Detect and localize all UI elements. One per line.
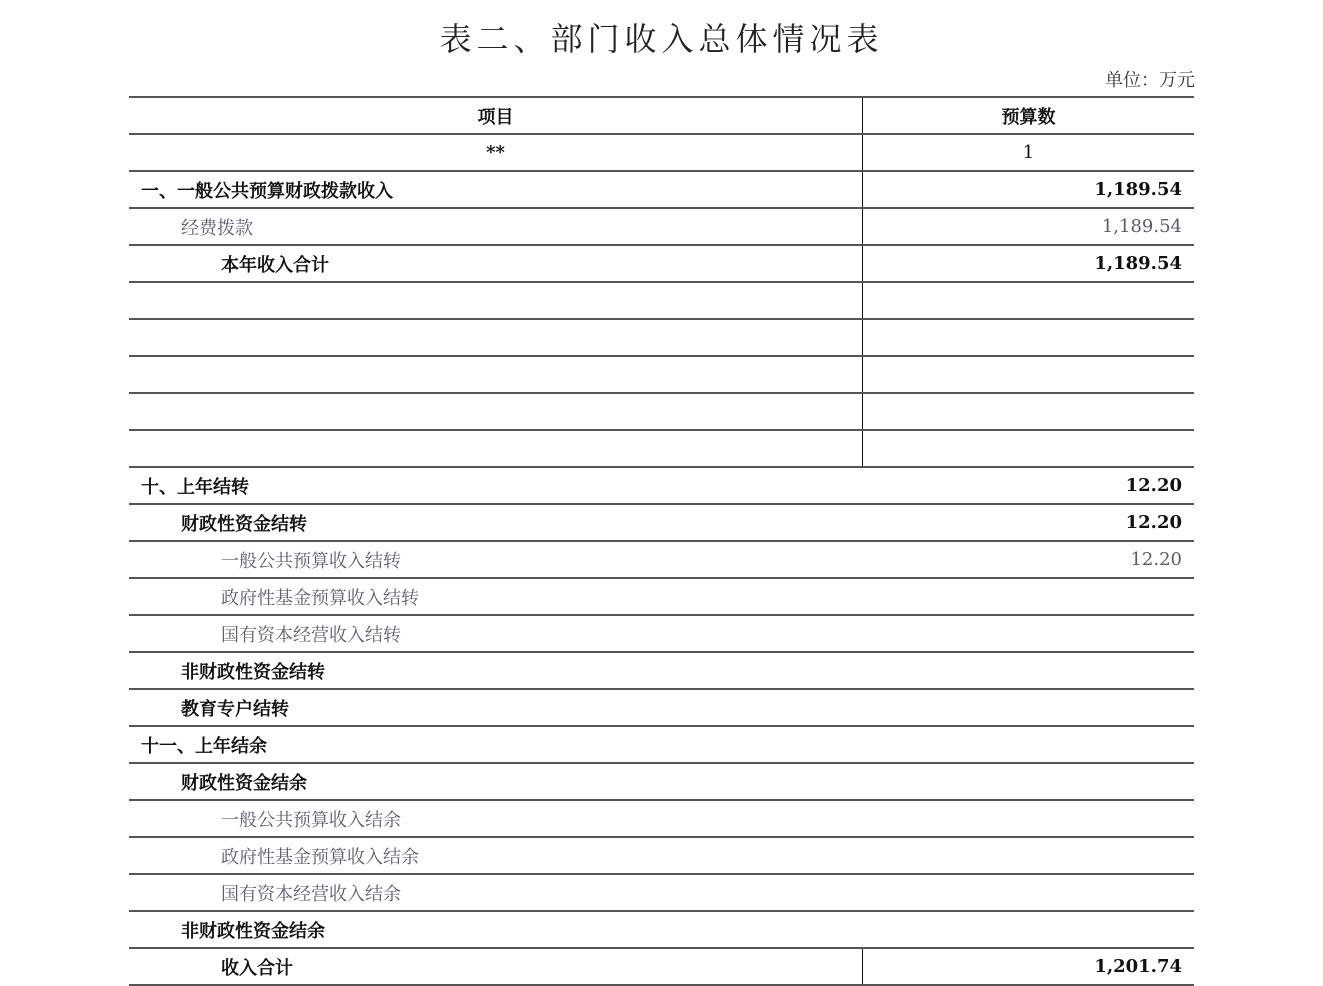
row-label bbox=[129, 431, 863, 466]
index-item: ** bbox=[129, 135, 863, 170]
row-value bbox=[863, 394, 1194, 429]
row-value: 12.20 bbox=[1125, 475, 1182, 496]
table-row bbox=[129, 947, 1194, 986]
row-label: 本年收入合计 bbox=[129, 246, 863, 281]
row-value bbox=[863, 320, 1194, 355]
table-row bbox=[129, 281, 1194, 318]
table-row bbox=[129, 540, 1194, 577]
table-row bbox=[129, 577, 1194, 614]
row-value: 1,189.54 bbox=[1094, 179, 1182, 200]
row-value bbox=[863, 838, 1194, 873]
row-value: 1,189.54 bbox=[1101, 216, 1182, 237]
header-item: 项目 bbox=[129, 98, 863, 133]
row-value: 1,201.74 bbox=[1094, 956, 1182, 977]
row-value bbox=[863, 357, 1194, 392]
row-value bbox=[863, 690, 1194, 725]
table-row bbox=[129, 244, 1194, 281]
page-title: 表二、部门收入总体情况表 bbox=[439, 20, 884, 58]
table-row bbox=[129, 836, 1194, 873]
row-value bbox=[863, 653, 1194, 688]
table-row bbox=[129, 392, 1194, 429]
row-label: 非财政性资金结转 bbox=[181, 661, 325, 683]
row-label: 经费拨款 bbox=[129, 209, 863, 244]
row-value bbox=[863, 727, 1194, 762]
row-label: 财政性资金结转 bbox=[181, 513, 307, 535]
table-row bbox=[129, 318, 1194, 355]
row-label: 十一、上年结余 bbox=[141, 735, 267, 757]
table-row bbox=[129, 651, 1194, 688]
table-row bbox=[129, 910, 1194, 947]
table-row bbox=[129, 503, 1194, 540]
table-row bbox=[129, 429, 1194, 466]
row-value bbox=[863, 912, 1194, 947]
row-value bbox=[863, 431, 1194, 466]
row-label bbox=[129, 283, 863, 318]
row-label bbox=[129, 394, 863, 429]
table-row bbox=[129, 762, 1194, 799]
row-label: 收入合计 bbox=[129, 949, 863, 984]
income-table bbox=[129, 96, 1194, 986]
row-label: 国有资本经营收入结转 bbox=[221, 624, 401, 646]
row-value: 1,189.54 bbox=[1094, 253, 1182, 274]
unit-label: 单位：万元 bbox=[1105, 70, 1195, 91]
row-label: 十、上年结转 bbox=[141, 476, 249, 498]
row-label: 一、一般公共预算财政拨款收入 bbox=[129, 172, 863, 207]
row-value bbox=[863, 801, 1194, 836]
row-value bbox=[863, 764, 1194, 799]
row-label: 一般公共预算收入结余 bbox=[221, 809, 401, 831]
row-value bbox=[863, 616, 1194, 651]
row-value: 12.20 bbox=[1125, 512, 1182, 533]
table-row bbox=[129, 688, 1194, 725]
table-row bbox=[129, 466, 1194, 503]
index-budget: 1 bbox=[1022, 142, 1035, 163]
table-row bbox=[129, 355, 1194, 392]
row-label bbox=[129, 320, 863, 355]
row-value bbox=[863, 579, 1194, 614]
table-row bbox=[129, 170, 1194, 207]
table-row bbox=[129, 873, 1194, 910]
table-row bbox=[129, 725, 1194, 762]
table-row bbox=[129, 207, 1194, 244]
index-row bbox=[129, 133, 1194, 170]
row-label: 财政性资金结余 bbox=[181, 772, 307, 794]
table-row bbox=[129, 799, 1194, 836]
table-header bbox=[129, 96, 1194, 133]
header-budget: 预算数 bbox=[1001, 106, 1056, 128]
row-label: 政府性基金预算收入结余 bbox=[221, 846, 419, 868]
table-row bbox=[129, 614, 1194, 651]
row-label: 国有资本经营收入结余 bbox=[221, 883, 401, 905]
row-label bbox=[129, 357, 863, 392]
row-value bbox=[863, 283, 1194, 318]
row-label: 教育专户结转 bbox=[181, 698, 289, 720]
row-label: 一般公共预算收入结转 bbox=[221, 550, 401, 572]
row-label: 政府性基金预算收入结转 bbox=[221, 587, 419, 609]
row-value: 12.20 bbox=[1130, 549, 1182, 570]
row-value bbox=[863, 875, 1194, 910]
row-label: 非财政性资金结余 bbox=[181, 920, 325, 942]
